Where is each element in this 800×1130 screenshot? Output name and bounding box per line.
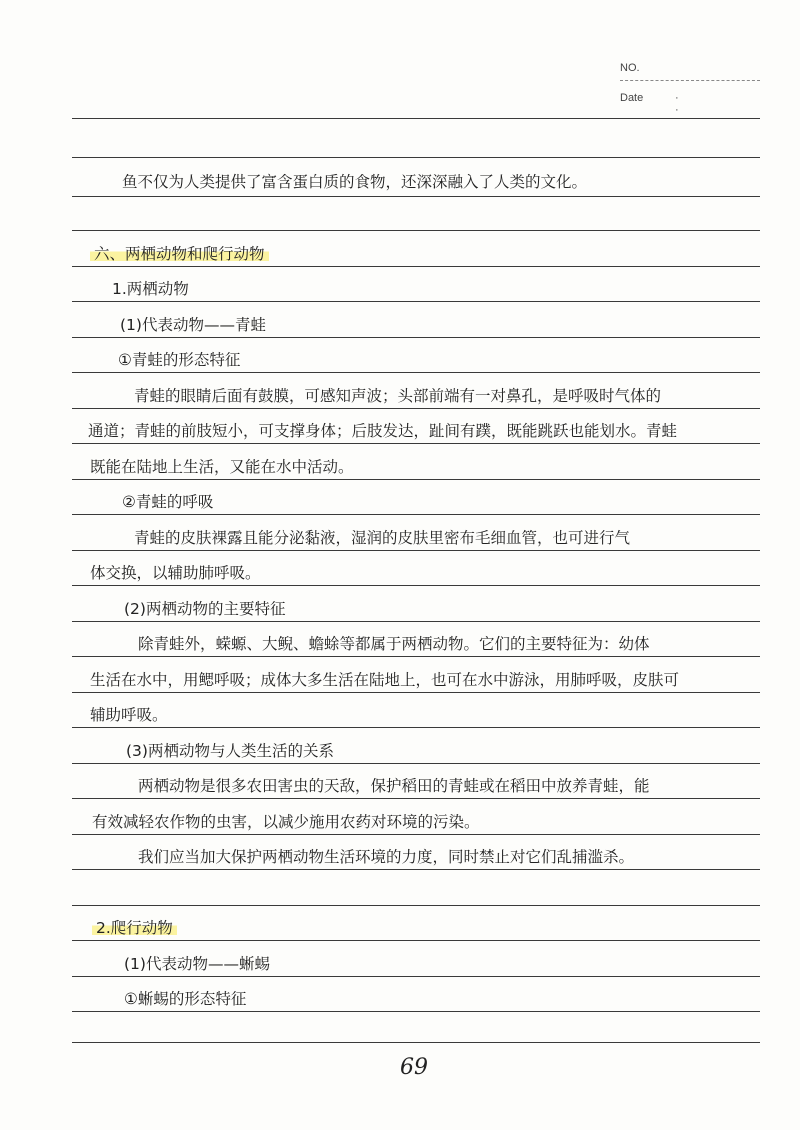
ruled-line: [72, 157, 760, 158]
ruled-line: [72, 443, 760, 444]
ruled-line: [72, 408, 760, 409]
page-number: 69: [400, 1055, 428, 1080]
subheading: (3)两栖动物与人类生活的关系: [126, 742, 334, 760]
text-line: 体交换，以辅助肺呼吸。: [90, 564, 261, 582]
date-field: [620, 90, 760, 120]
text-line: 青蛙的眼睛后面有鼓膜，可感知声波；头部前端有一对鼻孔，是呼吸时气体的: [134, 387, 662, 405]
ruled-line: [72, 1042, 760, 1043]
text-line: 我们应当加大保护两栖动物生活环境的力度，同时禁止对它们乱捕滥杀。: [138, 848, 635, 866]
ruled-line: [72, 337, 760, 338]
number-label: NO.: [620, 62, 640, 74]
ruled-line: [72, 479, 760, 480]
subheading: ②青蛙的呼吸: [122, 493, 214, 511]
ruled-line: [72, 834, 760, 835]
ruled-line: [72, 798, 760, 799]
ruled-line: [72, 230, 760, 231]
subheading: (1)代表动物——青蛙: [120, 316, 266, 334]
ruled-line: [72, 940, 760, 941]
date-label: Date: [620, 92, 644, 104]
subheading: (1)代表动物——蜥蜴: [124, 955, 270, 973]
page-header-meta: [620, 60, 760, 120]
ruled-line: [72, 196, 760, 197]
ruled-line: [72, 905, 760, 906]
section-heading-text: 六、两栖动物和爬行动物: [90, 245, 269, 263]
ruled-line: [72, 118, 760, 119]
number-line: [620, 80, 760, 81]
ruled-line: [72, 976, 760, 977]
ruled-line: [72, 727, 760, 728]
text-line: 两栖动物是很多农田害虫的天敌，保护稻田的青蛙或在稻田中放养青蛙，能: [138, 777, 650, 795]
ruled-line: [72, 869, 760, 870]
subsection-heading: [92, 918, 177, 938]
text-line: 除青蛙外，蝾螈、大鲵、蟾蜍等都属于两栖动物。它们的主要特征为：幼体: [138, 635, 650, 653]
text-line: 既能在陆地上生活，又能在水中活动。: [90, 458, 354, 476]
date-dots: · ·: [675, 92, 707, 116]
subheading: (2)两栖动物的主要特征: [124, 600, 286, 618]
subheading: ①青蛙的形态特征: [118, 351, 241, 369]
subsection-heading: 1.两栖动物: [112, 280, 189, 298]
ruled-line: [72, 266, 760, 267]
ruled-line: [72, 550, 760, 551]
text-line: 鱼不仅为人类提供了富含蛋白质的食物，还深深融入了人类的文化。: [122, 173, 588, 191]
ruled-line: [72, 514, 760, 515]
ruled-line: [72, 692, 760, 693]
section-heading: [90, 244, 269, 264]
ruled-line: [72, 301, 760, 302]
subsection-heading-text: 2.爬行动物: [92, 919, 177, 937]
ruled-line: [72, 372, 760, 373]
ruled-line: [72, 585, 760, 586]
ruled-line: [72, 621, 760, 622]
ruled-line: [72, 763, 760, 764]
subheading: ①蜥蜴的形态特征: [124, 990, 247, 1008]
text-line: 通道；青蛙的前肢短小，可支撑身体；后肢发达，趾间有蹼，既能跳跃也能划水。青蛙: [88, 422, 678, 440]
text-line: 青蛙的皮肤裸露且能分泌黏液，湿润的皮肤里密布毛细血管，也可进行气: [134, 529, 631, 547]
ruled-line: [72, 1011, 760, 1012]
ruled-line: [72, 656, 760, 657]
text-line: 有效减轻农作物的虫害，以减少施用农药对环境的污染。: [92, 813, 480, 831]
text-line: 辅助呼吸。: [90, 706, 168, 724]
text-line: 生活在水中，用鳃呼吸；成体大多生活在陆地上，也可在水中游泳，用肺呼吸，皮肤可: [90, 671, 680, 689]
number-field: [620, 60, 760, 90]
